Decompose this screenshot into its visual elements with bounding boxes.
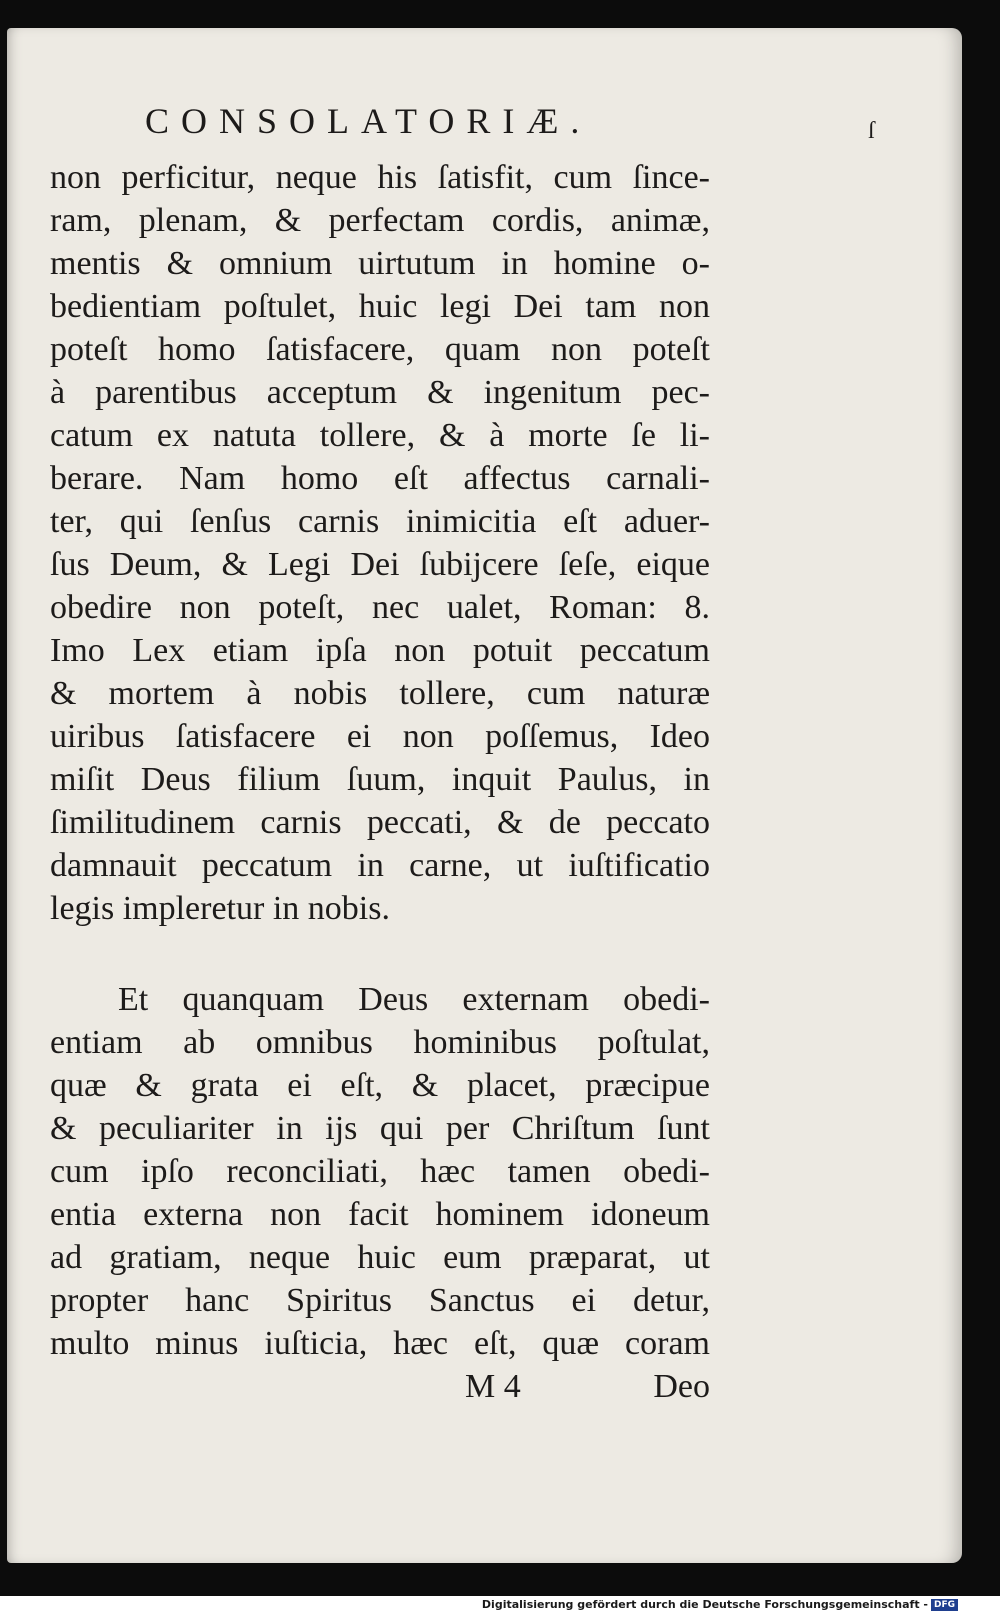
credit-text: Digitalisierung gefördert durch die Deutsche Forschungsgemeinschaft - — [481, 1598, 928, 1611]
text-line: ſimilitudinem carnis peccati, & de peccato — [50, 804, 710, 841]
text-line: legis impleretur in nobis. — [50, 890, 390, 927]
text-line: ſus Deum, & Legi Dei ſubijcere ſeſe, eique — [50, 546, 710, 583]
text-line: miſit Deus filium ſuum, inquit Paulus, in — [50, 761, 710, 798]
text-line: mentis & omnium uirtutum in homine o- — [50, 245, 710, 282]
paragraph-2 — [50, 978, 710, 1365]
digitization-credit — [482, 1598, 958, 1611]
text-line: damnauit peccatum in carne, ut iuſtificatio — [50, 847, 710, 884]
text-line: & peculiariter in ijs qui per Chriſtum ſunt — [50, 1110, 710, 1147]
text-line: ter, qui ſenſus carnis inimicitia eſt aduer- — [50, 503, 710, 540]
text-line: berare. Nam homo eſt affectus carnali- — [50, 460, 710, 497]
signature-mark: M 4 — [465, 1368, 521, 1405]
text-line: poteſt homo ſatisfacere, quam non poteſt — [50, 331, 710, 368]
text-line: & mortem à nobis tollere, cum naturæ — [50, 675, 710, 712]
dfg-logo-badge: DFG — [931, 1599, 958, 1611]
text-line: entiam ab omnibus hominibus poſtulat, — [50, 1024, 710, 1061]
text-line: ram, plenam, & perfectam cordis, animæ, — [50, 202, 710, 239]
text-line: cum ipſo reconciliati, hæc tamen obedi- — [50, 1153, 710, 1190]
running-head: CONSOLATORIÆ. — [145, 101, 592, 141]
text-line: uiribus ſatisfacere ei non poſſemus, Ideo — [50, 718, 710, 755]
text-line: obedire non poteſt, nec ualet, Roman: 8. — [50, 589, 710, 626]
text-line: catum ex natuta tollere, & à morte ſe li- — [50, 417, 710, 454]
text-line: ad gratiam, neque huic eum præparat, ut — [50, 1239, 710, 1276]
margin-mark: ſ — [868, 118, 875, 144]
text-line: Et quanquam Deus externam obedi- — [118, 981, 710, 1018]
text-line: Imo Lex etiam ipſa non potuit peccatum — [50, 632, 710, 669]
text-line: à parentibus acceptum & ingenitum pec- — [50, 374, 710, 411]
text-line: multo minus iuſticia, hæc eſt, quæ coram — [50, 1325, 710, 1362]
text-line: quæ & grata ei eſt, & placet, præcipue — [50, 1067, 710, 1104]
text-line: entia externa non facit hominem idoneum — [50, 1196, 710, 1233]
text-line: propter hanc Spiritus Sanctus ei detur, — [50, 1282, 710, 1319]
text-line: non perficitur, neque his ſatisfit, cum ſince- — [50, 159, 710, 196]
catchword: Deo — [653, 1368, 710, 1405]
text-line: bedientiam poſtulet, huic legi Dei tam non — [50, 288, 710, 325]
page-footer — [50, 1368, 710, 1411]
paragraph-1 — [50, 156, 710, 930]
